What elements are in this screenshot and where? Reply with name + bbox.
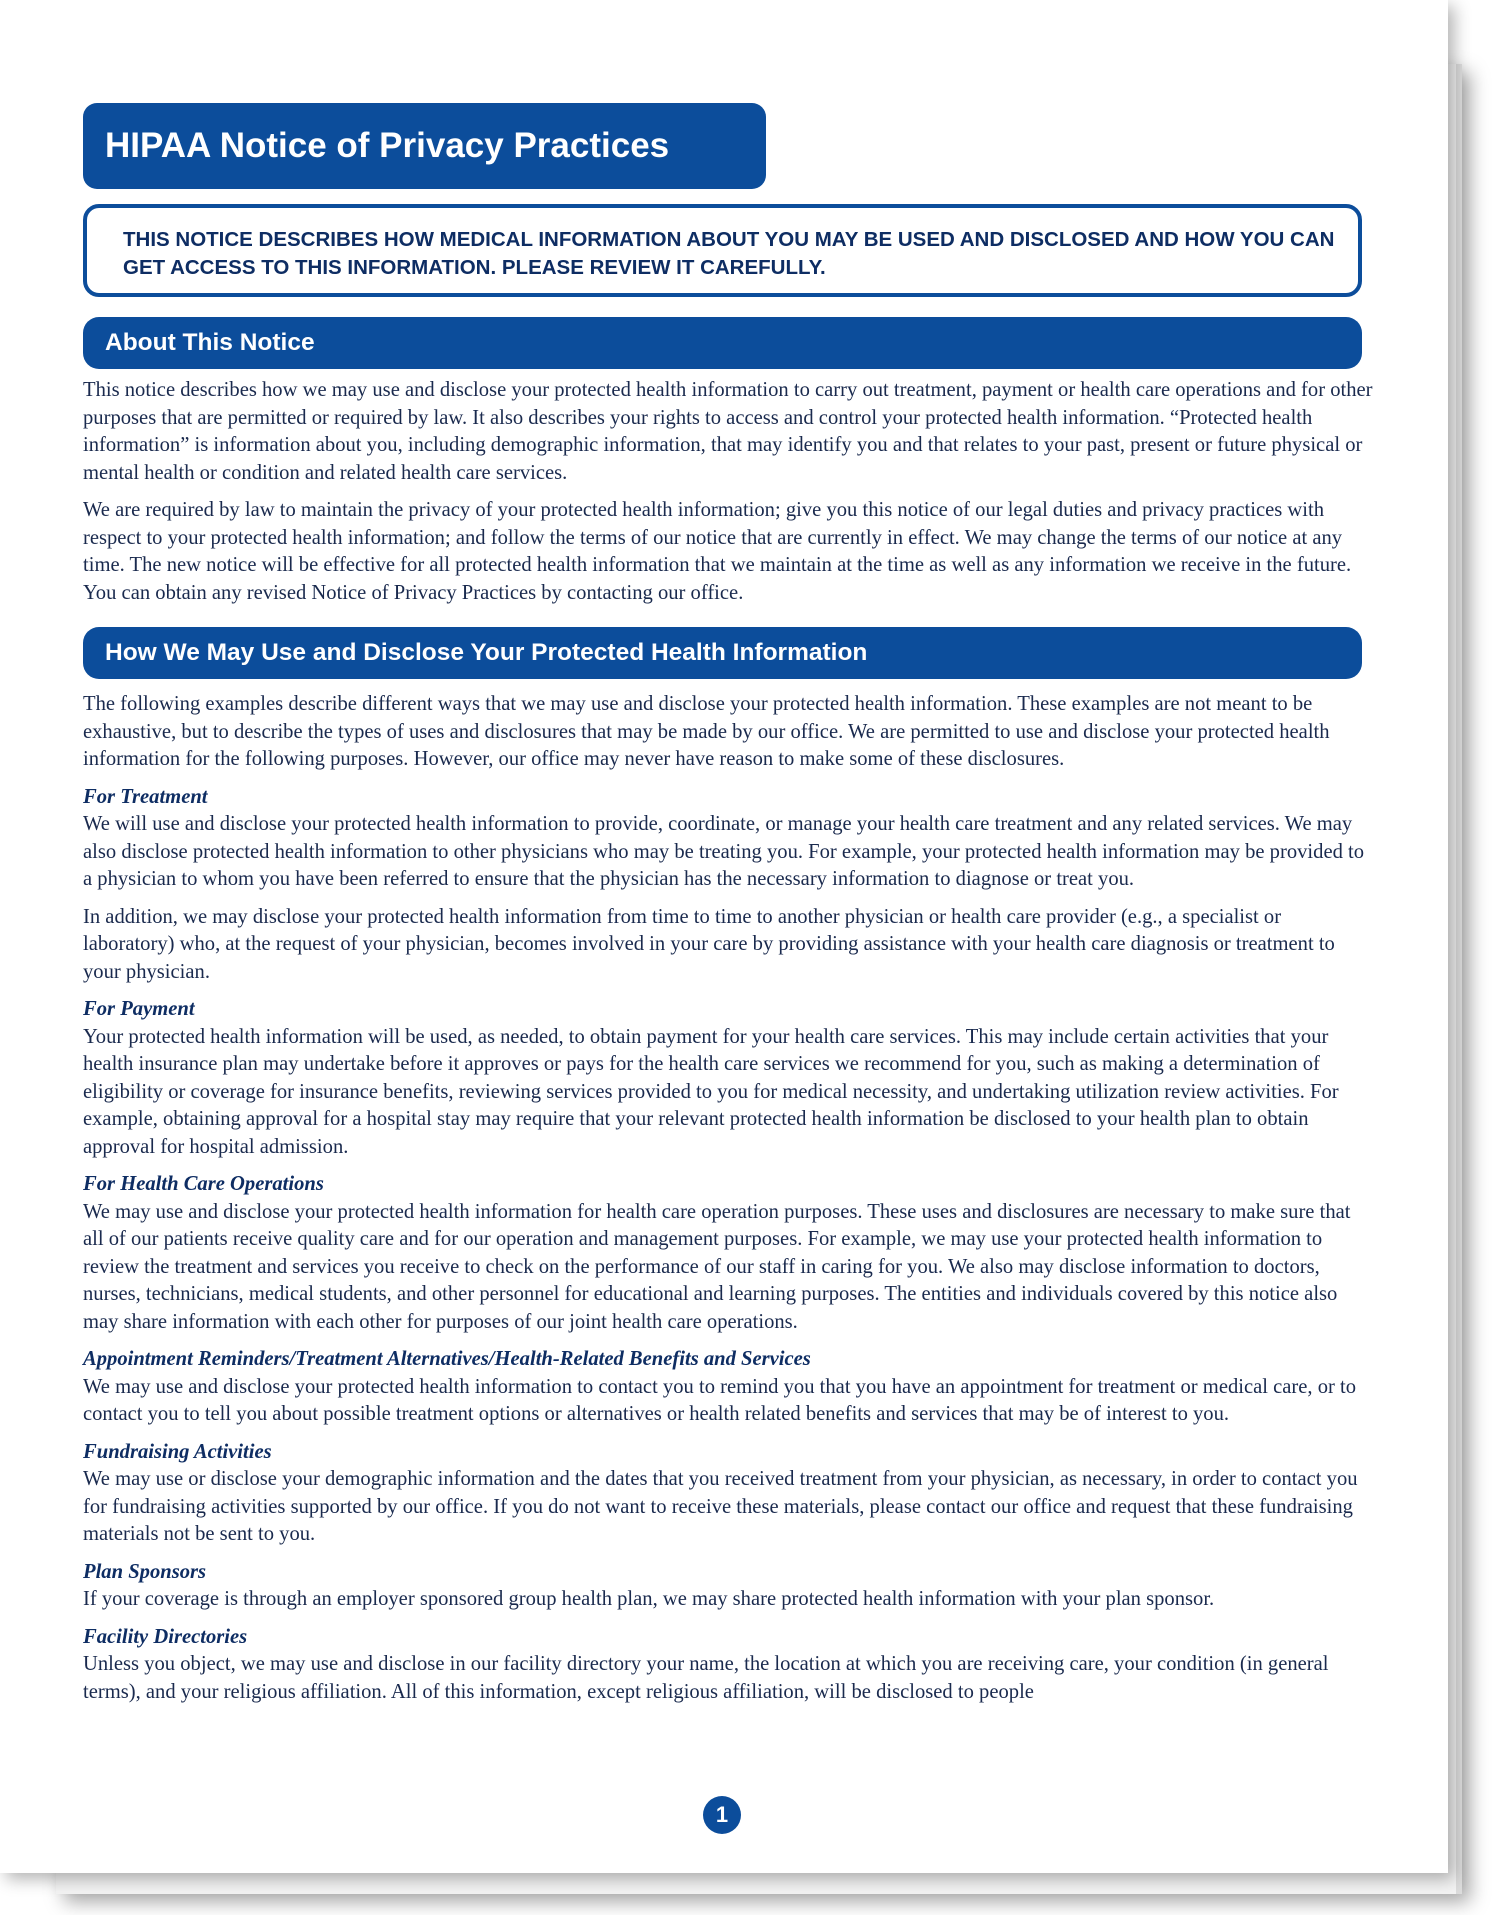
subheading-plan-sponsors: Plan Sponsors: [83, 1560, 207, 1583]
uses-section-body: [83, 691, 1373, 1716]
subheading-facility-directories: Facility Directories: [83, 1625, 248, 1648]
treatment-paragraph-1: We will use and disclose your protected health information to provide, coordinate, or manage your health care treatment and any related services. We may also disclose protected health information to other physicians who may be treating you. For example, your protected health information may be provided to a physician to whom you have been referred to ensure that the physician has the necessary information to diagnose or treat you.: [83, 813, 1365, 890]
fundraising-paragraph: We may use or disclose your demographic information and the dates that you received treatment from your physician, as necessary, in order to contact you for fundraising activities supported by our office. If you do not want to receive these materials, please contact our office and request that these fundraising materials not be sent to you.: [83, 1468, 1358, 1545]
reminders-paragraph: We may use and disclose your protected health information to contact you to remind you that you have an appointment for treatment or medical care, or to contact you to tell you about possible treatment options or alternatives or health related benefits and services that may be of interest to you.: [83, 1375, 1357, 1425]
uses-intro: The following examples describe different ways that we may use and disclose your protected health information. These examples are not meant to be exhaustive, but to describe the types of uses and disclosures that may be made by our office. We are permitted to use and disclose your protected health information for the following purposes. However, our office may never have reason to make some of these disclosures.: [83, 693, 1330, 770]
plan-sponsors-paragraph: If your coverage is through an employer sponsored group health plan, we may share protected health information with your plan sponsor.: [83, 1588, 1215, 1610]
payment-paragraph: Your protected health information will be used, as needed, to obtain payment for your health care services. This may include certain activities that your health insurance plan may undertake before it approves or pays for the health care services we recommend for you, such as making a determination of eligibility or coverage for insurance benefits, reviewing services provided to you for medical necessity, and undertaking utilization review activities. For example, obtaining approval for a hospital stay may require that your relevant protected health information be disclosed to your health plan to obtain approval for hospital admission.: [83, 1025, 1339, 1158]
subheading-reminders: Appointment Reminders/Treatment Alternatives/Health-Related Benefits and Services: [83, 1348, 811, 1370]
treatment-paragraph-2: In addition, we may disclose your protected health information from time to time to another physician or health care provider (e.g., a specialist or laboratory) who, at the request of your physician, becomes involved in your care by providing assistance with your health care diagnosis or treatment to your physician.: [83, 905, 1335, 983]
subheading-operations: For Health Care Operations: [83, 1173, 324, 1195]
section-heading-about: About This Notice: [83, 317, 1362, 369]
notice-banner: THIS NOTICE DESCRIBES HOW MEDICAL INFORMATION ABOUT YOU MAY BE USED AND DISCLOSED AND HOW YOU CAN GET ACCESS TO THIS INFORMATION. PLEASE REVIEW IT CAREFULLY.: [83, 204, 1362, 297]
section-heading-uses: How We May Use and Disclose Your Protected Health Information: [83, 627, 1362, 679]
facility-directories-paragraph: Unless you object, we may use and disclose in our facility directory your name, the location at which you are receiving care, your condition (in general terms), and your religious affiliation. All of this information, except religious affiliation, will be disclosed to people: [83, 1653, 1329, 1703]
subheading-treatment: For Treatment: [83, 785, 208, 808]
about-section-body: [83, 377, 1373, 617]
document-title: HIPAA Notice of Privacy Practices: [83, 103, 766, 189]
subheading-payment: For Payment: [83, 998, 195, 1020]
about-paragraph-2: We are required by law to maintain the privacy of your protected health information; give you this notice of our legal duties and privacy practices with respect to your protected health information; and follow the terms of our notice that are currently in effect. We may change the terms of our notice at any time. The new notice will be effective for all protected health information that we maintain at the time as well as any information we receive in the future. You can obtain any revised Notice of Privacy Practices by contacting our office.: [83, 499, 1352, 604]
page-number-badge: 1: [703, 1796, 741, 1834]
about-paragraph-1: This notice describes how we may use and disclose your protected health information to carry out treatment, payment or health care operations and for other purposes that are permitted or required by law. It also describes your rights to access and control your protected health information. “Protected health information” is information about you, including demographic information, that may identify you and that relates to your past, present or future physical or mental health or condition and related health care services.: [83, 379, 1373, 484]
subheading-fundraising: Fundraising Activities: [83, 1440, 272, 1463]
operations-paragraph: We may use and disclose your protected health information for health care operation purposes. These uses and disclosures are necessary to make sure that all of our patients receive quality care and for our operation and management purposes. For example, we may use your protected health information to review the treatment and services you receive to check on the performance of our staff in caring for you. We also may disclose information to doctors, nurses, technicians, medical students, and other personnel for educational and learning purposes. The entities and individuals covered by this notice also may share information with each other for purposes of our joint health care operations.: [83, 1200, 1351, 1333]
